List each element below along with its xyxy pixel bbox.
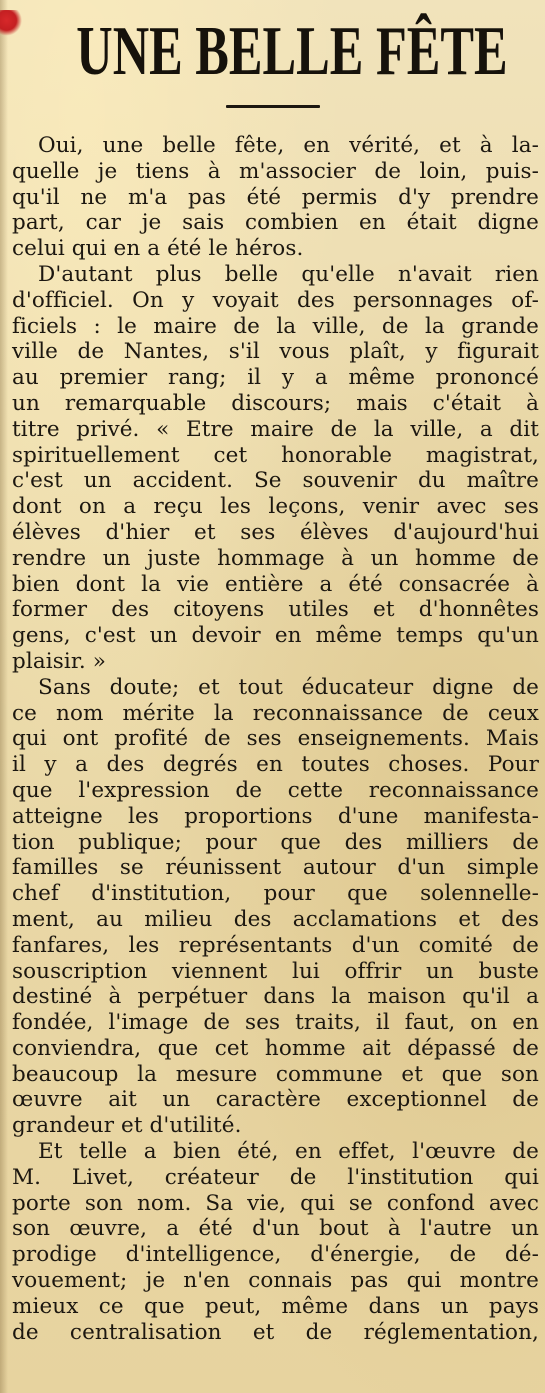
article-line: fondée, l'image de ses traits, il faut, on en [12, 1010, 539, 1036]
article-line: d'officiel. On y voyait des personnages of- [12, 287, 539, 313]
article-line: c'est un accident. Se souvenir du maître [12, 468, 539, 494]
article-line: son œuvre, a été d'un bout à l'autre un [12, 1216, 539, 1242]
article-line: familles se réunissent autour d'un simple [12, 855, 539, 881]
article-line: ville de Nantes, s'il vous plaît, y figurait [12, 339, 539, 365]
paper-edge-shadow [0, 0, 8, 1393]
article-line: M. Livet, créateur de l'institution qui [12, 1164, 539, 1190]
article-line: former des citoyens utiles et d'honnêtes [12, 597, 539, 623]
article-line: ficiels : le maire de la ville, de la grande [12, 313, 539, 339]
article-line: Oui, une belle fête, en vérité, et à la- [38, 133, 539, 158]
article-line: celui qui en a été le héros. [12, 236, 304, 262]
article-line: grandeur et d'utilité. [12, 1113, 242, 1139]
article-line: un remarquable discours; mais c'était à [12, 390, 539, 416]
article-line: part, car je sais combien en était digne [12, 210, 539, 236]
article-line: beaucoup la mesure commune et que son [12, 1061, 539, 1087]
article-line: que l'expression de cette reconnaissance [12, 777, 539, 803]
article-line: spirituellement cet honorable magistrat, [12, 442, 539, 468]
article-line: prodige d'intelligence, d'énergie, de dé- [12, 1242, 539, 1268]
article-line: souscription viennent lui offrir un buste [12, 958, 539, 984]
article-line: tion publique; pour que des milliers de [12, 829, 539, 855]
article-line: bien dont la vie entière a été consacrée à [12, 571, 539, 597]
article-line: élèves d'hier et ses élèves d'aujourd'hui [12, 519, 539, 545]
article-line: gens, c'est un devoir en même temps qu'un [12, 623, 539, 649]
article-line: D'autant plus belle qu'elle n'avait rien [38, 261, 539, 287]
article-line: mieux ce que peut, même dans un pays [12, 1293, 539, 1319]
article-line: fanfares, les représentants d'un comité de [12, 932, 539, 958]
article-line: conviendra, que cet homme ait dépassé de [12, 1035, 539, 1061]
article-line: Et telle a bien été, en effet, l'œuvre de [38, 1139, 539, 1165]
article-line: au premier rang; il y a même prononcé [12, 365, 539, 391]
article-line: atteigne les proportions d'une manifesta- [12, 803, 539, 829]
headline-rule [226, 105, 320, 108]
article-line: vouement; je n'en connais pas qui montre [12, 1268, 539, 1294]
article-line: quelle je tiens à m'associer de loin, puis- [12, 158, 539, 184]
article-line: titre privé. « Etre maire de la ville, a dit [12, 416, 539, 442]
article-line: il y a des degrés en toutes choses. Pour [12, 752, 539, 778]
article-line: dont on a reçu les leçons, venir avec ses [12, 494, 539, 520]
article-line: rendre un juste hommage à un homme de [12, 545, 539, 571]
article-line: de centralisation et de réglementation, [12, 1319, 539, 1345]
article-line: porte son nom. Sa vie, qui se confond avec [12, 1190, 539, 1216]
article-line: ment, au milieu des acclamations et des [12, 906, 539, 932]
article-line: Sans doute; et tout éducateur digne de [38, 674, 539, 700]
article-line: qui ont profité de ses enseignements. Mais [12, 726, 539, 752]
article-line: chef d'institution, pour que solennelle- [12, 881, 539, 907]
article-line: plaisir. » [12, 648, 106, 674]
article-body [12, 133, 539, 1345]
article-line: œuvre ait un caractère exceptionnel de [12, 1087, 539, 1113]
article-line: qu'il ne m'a pas été permis d'y prendre [12, 184, 539, 210]
red-ink-mark [0, 10, 22, 36]
article-headline: UNE BELLE FÊTE [76, 13, 508, 90]
article-line: ce nom mérite la reconnaissance de ceux [12, 700, 539, 726]
article-line: destiné à perpétuer dans la maison qu'il a [12, 984, 539, 1010]
